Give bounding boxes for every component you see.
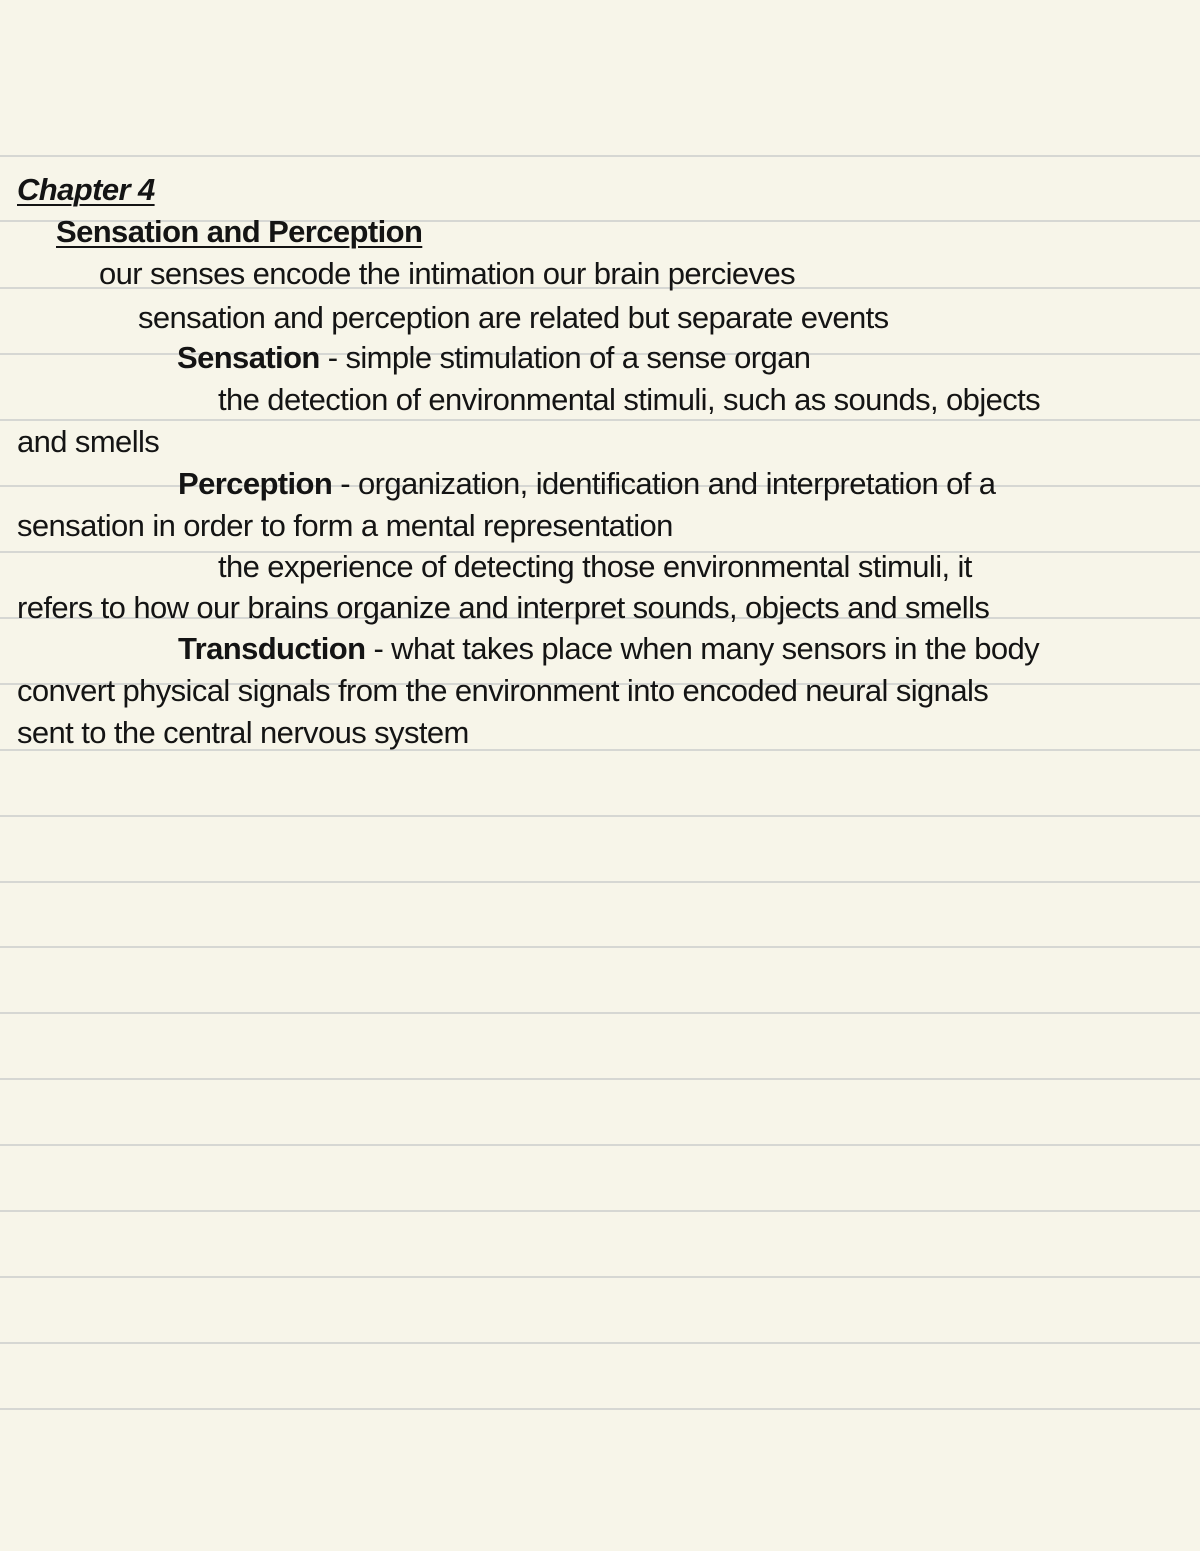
transduction-definition-text: - what takes place when many sensors in the body: [365, 631, 1040, 666]
sensation-definition-text: - simple stimulation of a sense organ: [319, 340, 811, 375]
rule-line: [0, 1342, 1200, 1344]
rule-line: [0, 1144, 1200, 1146]
rule-line: [0, 1012, 1200, 1014]
sensation-definition: [177, 338, 810, 378]
perception-detail-line-1: the experience of detecting those environmental stimuli, it: [218, 549, 972, 584]
transduction-definition-line-3: sent to the central nervous system: [17, 715, 469, 750]
rule-line: [0, 1210, 1200, 1212]
perception-term: Perception: [178, 466, 333, 501]
rule-line: [0, 1276, 1200, 1278]
rule-line: [0, 946, 1200, 948]
rule-line: [0, 155, 1200, 157]
transduction-definition-line-2: convert physical signals from the environment into encoded neural signals: [17, 673, 989, 708]
intro-line-2: sensation and perception are related but separate events: [138, 300, 889, 335]
sensation-detail-line-1: the detection of environmental stimuli, such as sounds, objects: [218, 382, 1041, 417]
transduction-definition: [178, 629, 1039, 669]
perception-detail-line-2: refers to how our brains organize and interpret sounds, objects and smells: [17, 590, 990, 625]
perception-definition-line-2: sensation in order to form a mental representation: [17, 508, 673, 543]
transduction-term: Transduction: [178, 631, 366, 666]
rule-line: [0, 1408, 1200, 1410]
perception-definition-text: - organization, identification and interpretation of a: [332, 466, 996, 501]
chapter-heading: Chapter 4: [17, 172, 155, 207]
rule-line: [0, 1078, 1200, 1080]
sensation-detail-line-2: and smells: [17, 424, 160, 459]
rule-line: [0, 815, 1200, 817]
intro-line-1: our senses encode the intimation our brain percieves: [99, 256, 795, 291]
rule-line: [0, 881, 1200, 883]
section-title: Sensation and Perception: [56, 214, 423, 249]
sensation-term: Sensation: [177, 340, 320, 375]
perception-definition: [178, 464, 995, 504]
